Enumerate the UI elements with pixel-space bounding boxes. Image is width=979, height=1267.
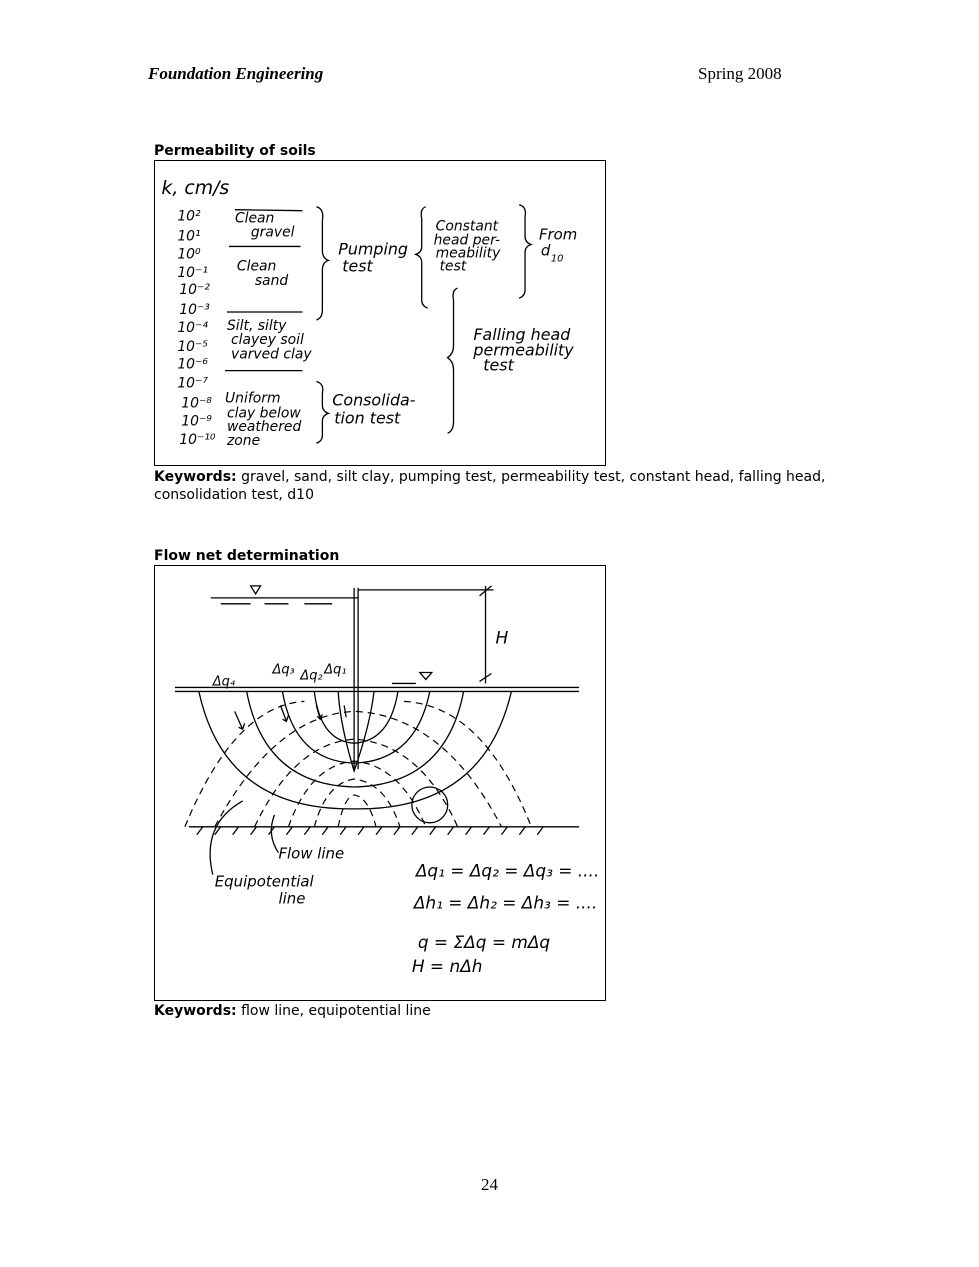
- soil-gravel-line1: Clean: [234, 210, 275, 227]
- section-title-flow-net: Flow net determination: [154, 548, 340, 564]
- dq3-label: Δq₃: [272, 662, 295, 678]
- permeability-figure: [154, 160, 606, 466]
- constant-line4: test: [439, 258, 467, 275]
- pumping-line1: Pumping: [338, 239, 409, 259]
- soil-sand-line2: sand: [254, 273, 289, 290]
- falling-line3: test: [483, 355, 514, 375]
- dq2-label: Δq₂: [300, 668, 323, 684]
- head-label: H: [495, 627, 509, 648]
- equation-3: q = ΣΔq = mΔq: [417, 932, 551, 953]
- soil-gravel-line2: gravel: [250, 224, 295, 241]
- exp-label: 10⁻⁷: [177, 375, 208, 392]
- exp-label: 10⁻⁴: [177, 319, 208, 336]
- header-term: Spring 2008: [698, 64, 782, 83]
- exp-label: 10²: [177, 208, 201, 225]
- constant-line2: head per-: [433, 232, 501, 249]
- keywords-label: Keywords:: [154, 1003, 237, 1019]
- consolidation-line2: tion test: [334, 408, 401, 428]
- equation-4: H = nΔh: [411, 956, 483, 977]
- axis-label: k, cm/s: [161, 176, 230, 199]
- permeability-sketch: [155, 161, 605, 465]
- soil-silt-line3: varved clay: [230, 346, 312, 363]
- from-d-sub: 10: [550, 253, 564, 265]
- soil-clay-line3: weathered: [227, 419, 302, 436]
- constant-line3: meability: [435, 245, 501, 262]
- exp-label: 10⁻¹: [177, 265, 208, 282]
- soil-clay-line2: clay below: [227, 405, 301, 422]
- pumping-line2: test: [342, 256, 373, 276]
- falling-line1: Falling head: [473, 324, 571, 344]
- keywords-flow-net: [154, 1002, 844, 1020]
- section-title-permeability: Permeability of soils: [154, 143, 316, 159]
- flow-line-label: Flow line: [278, 844, 345, 863]
- flow-net-figure: [154, 565, 606, 1001]
- keywords-text: flow line, equipotential line: [236, 1003, 431, 1019]
- keywords-permeability: [154, 468, 844, 504]
- soil-sand-line1: Clean: [236, 258, 277, 275]
- equipotential-label-line1: Equipotential: [214, 872, 314, 891]
- soil-clay-line1: Uniform: [225, 390, 281, 407]
- soil-silt-line2: clayey soil: [230, 331, 304, 348]
- constant-line1: Constant: [435, 218, 499, 235]
- equation-1: Δq₁ = Δq₂ = Δq₃ = ....: [415, 860, 600, 881]
- falling-line2: permeability: [473, 340, 574, 360]
- soil-silt-line1: Silt, silty: [227, 317, 287, 334]
- exp-label: 10⁻⁹: [181, 413, 212, 430]
- exp-label: 10⁻³: [179, 301, 210, 318]
- consolidation-line1: Consolida-: [332, 390, 416, 410]
- soil-clay-line4: zone: [227, 433, 261, 450]
- equipotential-label-line2: line: [278, 889, 306, 908]
- exp-label: 10⁻¹⁰: [179, 432, 216, 449]
- exp-label: 10⁻⁶: [177, 356, 208, 373]
- exp-label: 10⁻⁸: [181, 395, 212, 412]
- keywords-text: gravel, sand, silt clay, pumping test, permeability test, constant head, falling head, consolidation test, d10: [154, 469, 826, 503]
- exp-label: 10⁻²: [179, 282, 210, 299]
- dq4-label: Δq₄: [212, 674, 236, 690]
- page-number: 24: [481, 1175, 498, 1194]
- header-title: Foundation Engineering: [148, 64, 324, 83]
- equation-2: Δh₁ = Δh₂ = Δh₃ = ....: [413, 892, 598, 913]
- flow-net-sketch: [155, 566, 605, 1000]
- from-line1: From: [538, 225, 578, 244]
- from-d: d: [540, 241, 551, 260]
- exp-label: 10⁻⁵: [177, 338, 208, 355]
- exp-label: 10⁰: [177, 246, 201, 263]
- dq1-label: Δq₁: [324, 662, 347, 678]
- exp-label: 10¹: [177, 228, 201, 245]
- keywords-label: Keywords:: [154, 469, 237, 485]
